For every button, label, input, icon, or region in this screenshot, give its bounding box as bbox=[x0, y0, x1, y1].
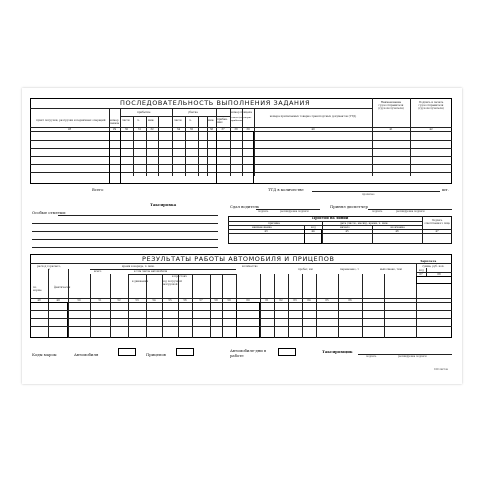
sal-num-68: 68 bbox=[437, 272, 441, 276]
waybill-sheet bbox=[22, 88, 462, 384]
seq-col-number: 36 bbox=[209, 127, 214, 131]
seq-col-number: 29 bbox=[112, 127, 117, 131]
idle-end-label: окончание bbox=[390, 226, 405, 229]
accepted-label: Принял диспетчер bbox=[330, 204, 368, 209]
col-h-b: ч. bbox=[189, 119, 192, 122]
seq-col-number: 37 bbox=[221, 127, 225, 131]
car-code-label: Автомобиля bbox=[74, 352, 99, 357]
col-departure-label: убытие bbox=[188, 111, 198, 114]
taxer-decode-caption: расшифровка подписи bbox=[398, 355, 427, 358]
seq-col-number: 31 bbox=[137, 127, 142, 131]
seq-col-number: 39 bbox=[246, 127, 250, 131]
col-order-label: номер заказа bbox=[110, 119, 120, 125]
sal-num-67: 67 bbox=[419, 272, 423, 276]
taxer-label: Таксировщик bbox=[322, 349, 353, 354]
accepted-decode-caption: расшифровка подписи bbox=[396, 210, 425, 213]
time-incl-label: в том числе автомобиля bbox=[134, 270, 168, 273]
sheet-count: 100 листов bbox=[434, 368, 448, 371]
idle-num-46: 46 bbox=[395, 229, 399, 233]
seq-col-number: 42 bbox=[429, 127, 433, 131]
seq-col-number: 28 bbox=[67, 127, 72, 131]
norm-label: по норме bbox=[33, 286, 42, 292]
seq-col-number: 30 bbox=[124, 127, 129, 131]
idle-datetime-label: дата (число, месяц), время, ч. мин. bbox=[340, 222, 389, 225]
load-label: под погрузкой разгрузкой bbox=[162, 280, 182, 286]
results-col-number: 59 bbox=[227, 298, 231, 302]
in-words-label: прописью bbox=[362, 193, 375, 196]
col-trailer-label: номер прицепа bbox=[231, 111, 252, 114]
results-col-number: 60 bbox=[246, 298, 250, 302]
results-col-number: 55 bbox=[168, 298, 172, 302]
car-days-label: Автомобиле-дни в работе bbox=[230, 348, 267, 358]
results-col-number: 64 bbox=[307, 298, 311, 302]
idle-title: Простои на линии bbox=[312, 216, 349, 220]
idle-num-47: 47 bbox=[435, 229, 439, 233]
col-day-b: число bbox=[174, 119, 183, 122]
taxer-sign-caption: подпись bbox=[366, 355, 377, 358]
seq-col-number: 34 bbox=[176, 127, 181, 131]
code-label: код bbox=[419, 269, 424, 272]
col-replaced-label: замен.(подтверж. прибытия) bbox=[231, 116, 252, 122]
seq-col-number: 41 bbox=[389, 127, 393, 131]
results-title: РЕЗУЛЬТАТЫ РАБОТЫ АВТОМОБИЛЯ И ПРИЦЕПОВ bbox=[142, 255, 335, 263]
seq-col-number: 38 bbox=[234, 127, 238, 131]
idle-start-label: начало bbox=[340, 226, 350, 229]
col-arrsub-label: прибав-ших bbox=[217, 118, 228, 124]
idle-num-44: 44 bbox=[311, 229, 315, 233]
time-total-label: всего bbox=[94, 270, 102, 273]
results-col-number: 48 bbox=[37, 298, 41, 302]
results-col-number: 52 bbox=[117, 298, 121, 302]
sequence-title: ПОСЛЕДОВАТЕЛЬНОСТЬ ВЫПОЛНЕНИЯ ЗАДАНИЯ bbox=[120, 99, 311, 107]
idle-num-45: 45 bbox=[345, 229, 349, 233]
results-col-number: 63 bbox=[293, 298, 297, 302]
results-col-number: 62 bbox=[279, 298, 283, 302]
col-h-a: ч. bbox=[137, 119, 140, 122]
results-col-number: 57 bbox=[199, 298, 203, 302]
salary-label: Зарплата bbox=[420, 259, 437, 263]
codes-label: Коды марок: bbox=[32, 352, 58, 357]
carried-label: перевезено, т bbox=[340, 268, 359, 271]
fact-label: фактически bbox=[54, 286, 71, 289]
accepted-sign-caption: подпись bbox=[372, 210, 383, 213]
results-col-number: 49 bbox=[56, 298, 60, 302]
idle-person-label: Подпись ответственного лица bbox=[424, 219, 450, 225]
total-label: Всего bbox=[92, 187, 104, 192]
trailer-code-box[interactable] bbox=[176, 348, 194, 356]
results-col-number: 53 bbox=[135, 298, 139, 302]
seq-col-number: 40 bbox=[311, 127, 315, 131]
col-sender-label: Наименование грузоотправителя (грузополучателя) bbox=[378, 101, 404, 110]
results-col-number: 50 bbox=[77, 298, 81, 302]
results-col-number: 65 bbox=[325, 298, 329, 302]
time-label: время в наряде, ч. мин. bbox=[122, 265, 155, 268]
idle2-label: в простоях bbox=[172, 275, 187, 278]
handed-sign-caption: подпись bbox=[258, 210, 269, 213]
on-move-label: в движении bbox=[132, 280, 149, 283]
fuel-label: расход горючего, л bbox=[37, 265, 61, 271]
mileage-label: пробег, км bbox=[298, 268, 313, 271]
notes-label: Особые отметки: bbox=[32, 210, 67, 215]
trailer-code-label: Прицепов bbox=[146, 352, 166, 357]
col-arrival-label: прибытие bbox=[137, 111, 151, 114]
handed-label: Сдал водитель bbox=[230, 204, 260, 209]
car-code-box[interactable] bbox=[118, 348, 136, 356]
done-label: выполнено, ткм bbox=[380, 268, 402, 271]
col-sign-label: Подпись и печать грузоотправителя (грузополучателя) bbox=[418, 101, 444, 110]
col-place-label: пункт погрузки, разгрузки и первичных операций bbox=[36, 119, 106, 122]
col-day-a: число bbox=[122, 119, 131, 122]
idle-name-label: наименование bbox=[252, 226, 272, 229]
seq-col-number: 35 bbox=[189, 127, 194, 131]
results-col-number: 54 bbox=[152, 298, 156, 302]
col-min-b: мин. bbox=[208, 119, 215, 122]
col-min-a: мин. bbox=[148, 119, 155, 122]
idle-num-43: 43 bbox=[264, 229, 268, 233]
ttd-count-label: ТТД в количестве bbox=[268, 187, 304, 192]
handed-decode-caption: расшифровка подписи bbox=[280, 210, 309, 213]
car-days-box[interactable] bbox=[278, 348, 296, 356]
results-col-number: 61 bbox=[265, 298, 269, 302]
trips-label: количество bbox=[242, 265, 258, 268]
results-col-number: 66 bbox=[348, 298, 352, 302]
col-ttd-label: номера прилагаемых товарно-транспортных документов (ТТД) bbox=[269, 115, 357, 118]
sht-label: шт. bbox=[442, 187, 449, 192]
seq-col-number: 32 bbox=[150, 127, 154, 131]
idle-reason-label: причина bbox=[268, 222, 280, 225]
results-col-number: 56 bbox=[183, 298, 187, 302]
taxing-label: Таксировка bbox=[150, 202, 177, 207]
results-col-number: 58 bbox=[214, 298, 218, 302]
idle-code-label: код bbox=[311, 226, 316, 229]
results-col-number: 51 bbox=[98, 298, 102, 302]
sum-label: сумма, руб. коп. bbox=[422, 265, 445, 268]
